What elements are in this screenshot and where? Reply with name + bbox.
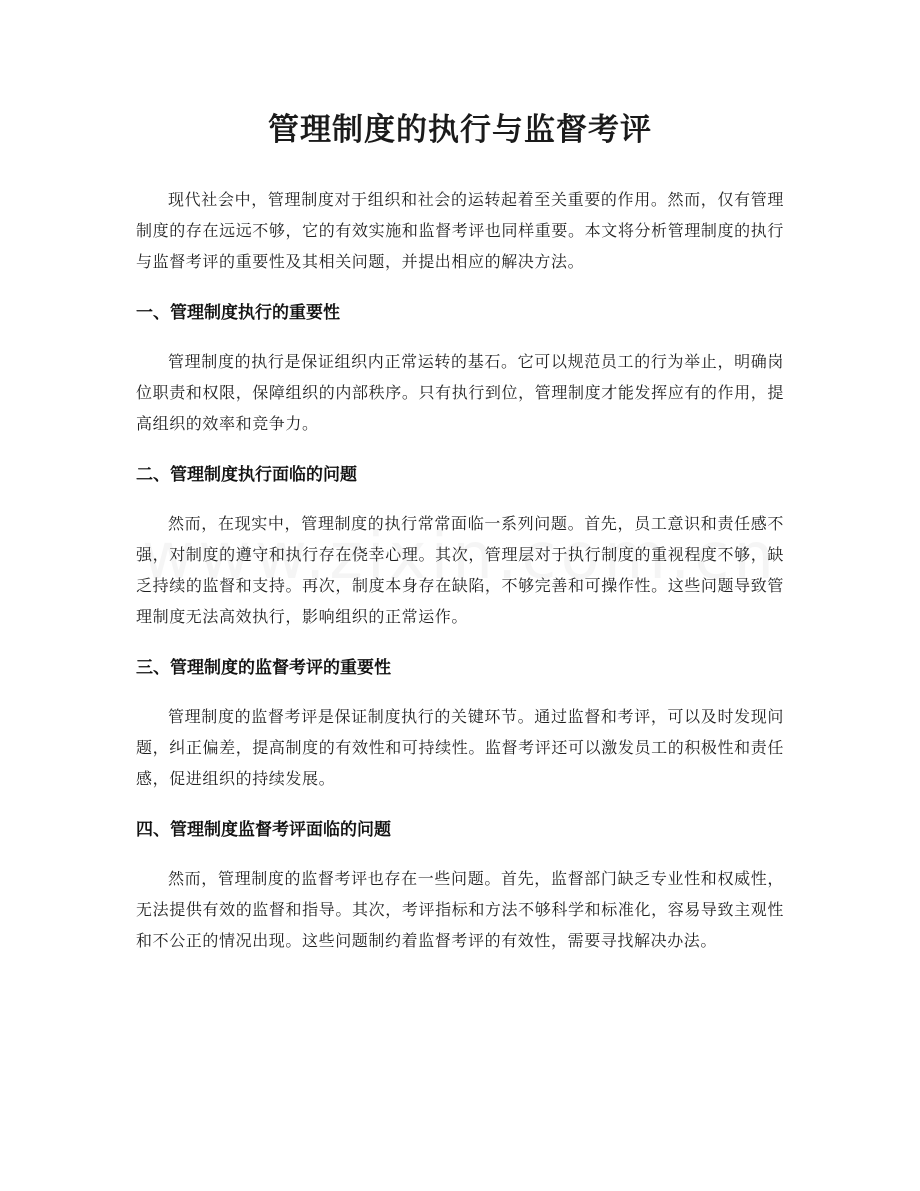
section-1-paragraph: 管理制度的执行是保证组织内正常运转的基石。它可以规范员工的行为举止，明确岗位职责和权限，保障组织的内部秩序。只有执行到位，管理制度才能发挥应有的作用，提高组织的效率和竞争力。 [136,352,784,433]
intro-paragraph: 现代社会中，管理制度对于组织和社会的运转起着至关重要的作用。然而，仅有管理制度的存在远远不够，它的有效实施和监督考评也同样重要。本文将分析管理制度的执行与监督考评的重要性及其相关问题，并提出相应的解决方法。 [136,190,784,271]
section-3-heading: 三、管理制度的监督考评的重要性 [136,658,391,678]
section-2-paragraph: 然而，在现实中，管理制度的执行常常面临一系列问题。首先，员工意识和责任感不强，对制度的遵守和执行存在侥幸心理。其次，管理层对于执行制度的重视程度不够，缺乏持续的监督和支持。再次，制度本身存在缺陷，不够完善和可操作性。这些问题导致管理制度无法高效执行，影响组织的正常运作。 [136,514,784,626]
section-3-paragraph: 管理制度的监督考评是保证制度执行的关键环节。通过监督和考评，可以及时发现问题，纠正偏差，提高制度的有效性和可持续性。监督考评还可以激发员工的积极性和责任感，促进组织的持续发展。 [136,707,784,788]
section-1-heading: 一、管理制度执行的重要性 [136,303,340,323]
document-body [136,184,784,956]
section-2-heading: 二、管理制度执行面临的问题 [136,465,357,485]
section-4-paragraph: 然而，管理制度的监督考评也存在一些问题。首先，监督部门缺乏专业性和权威性，无法提供有效的监督和指导。其次，考评指标和方法不够科学和标准化，容易导致主观性和不公正的情况出现。这些问题制约着监督考评的有效性，需要寻找解决办法。 [136,869,784,950]
section-4-heading: 四、管理制度监督考评面临的问题 [136,820,391,840]
document-title: 管理制度的执行与监督考评 [268,112,652,148]
